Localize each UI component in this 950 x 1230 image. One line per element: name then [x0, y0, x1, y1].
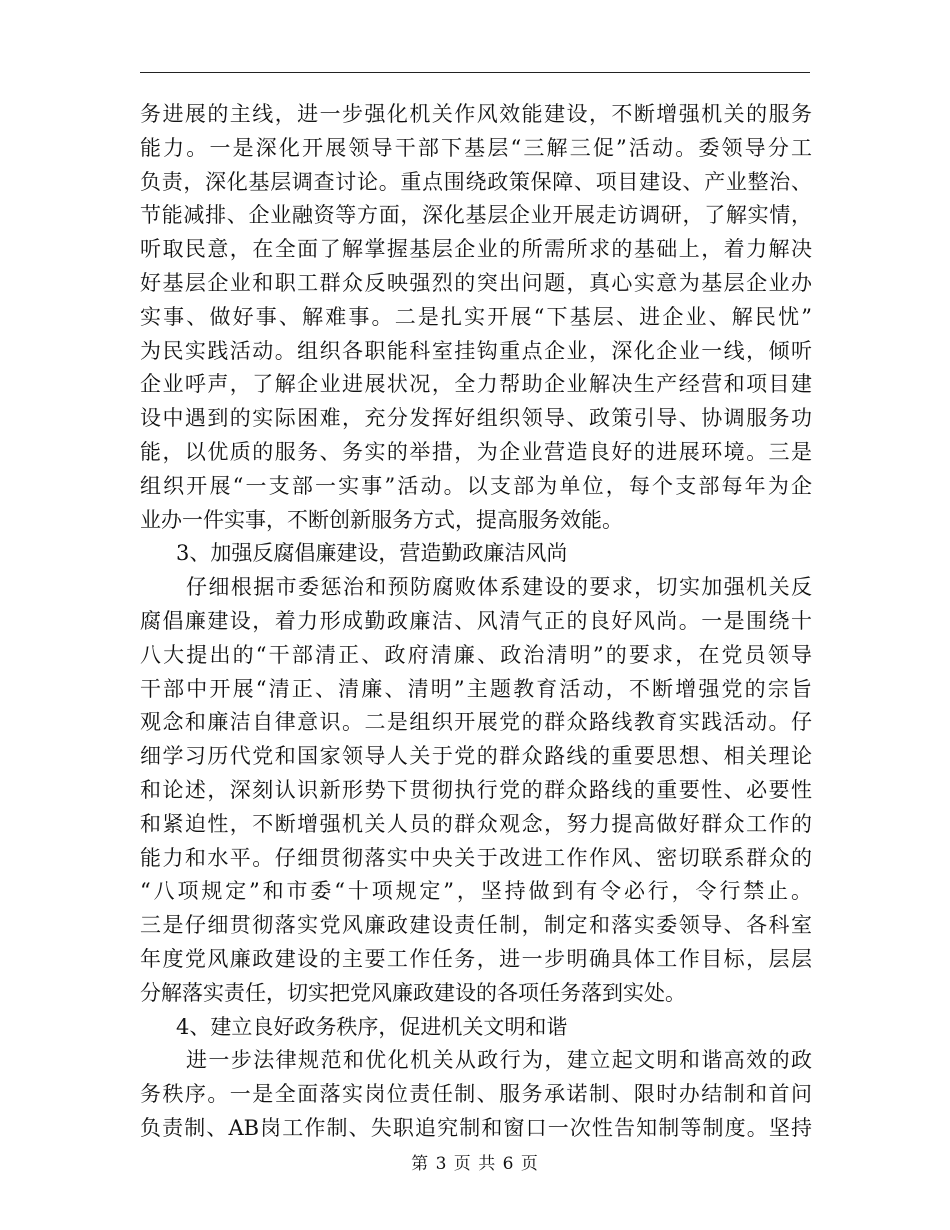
body-line: 听取民意，在全面了解掌握基层企业的所需所求的基础上，着力解决	[140, 237, 812, 262]
body-line: 三是仔细贯彻落实党风廉政建设责任制，制定和落实委领导、各科室	[140, 913, 812, 938]
body-line: 业办一件实事，不断创新服务方式，提高服务效能。	[140, 507, 623, 532]
body-line: 观念和廉洁自律意识。二是组织开展党的群众路线教育实践活动。仔	[140, 710, 812, 735]
header-rule	[140, 72, 810, 73]
body-line: 能，以优质的服务、务实的举措，为企业营造良好的进展环境。三是	[140, 439, 812, 464]
body-line: 负责制、AB岗工作制、失职追究制和窗口一次性告知制等制度。坚持	[140, 1115, 812, 1140]
body-line: 节能减排、企业融资等方面，深化基层企业开展走访调研，了解实情，	[140, 203, 812, 228]
body-line: 务进展的主线，进一步强化机关作风效能建设，不断增强机关的服务	[140, 102, 812, 126]
body-line: 进一步法律规范和优化机关从政行为，建立起文明和谐高效的政	[186, 1048, 812, 1073]
body-line: “八项规定”和市委“十项规定”，坚持做到有令必行，令行禁止。	[140, 879, 812, 904]
body-line: 年度党风廉政建设的主要工作任务，进一步明确具体工作目标，层层	[140, 946, 812, 971]
body-line: 能力。一是深化开展领导干部下基层“三解三促”活动。委领导分工	[140, 135, 812, 160]
body-line: 和论述，深刻认识新形势下贯彻执行党的群众路线的重要性、必要性	[140, 777, 812, 802]
body-line: 和紧迫性，不断增强机关人员的群众观念，努力提高做好群众工作的	[140, 811, 812, 836]
body-line: 负责，深化基层调查讨论。重点围绕政策保障、项目建设、产业整治、	[140, 169, 812, 194]
body-line: 实事、做好事、解难事。二是扎实开展“下基层、进企业、解民忧”	[140, 304, 812, 329]
body-line: 企业呼声，了解企业进展状况，全力帮助企业解决生产经营和项目建	[140, 372, 812, 397]
page-footer: 第 3 页 共 6 页	[411, 1154, 539, 1174]
body-line: 务秩序。一是全面落实岗位责任制、服务承诺制、限时办结制和首问	[140, 1082, 812, 1107]
body-line: 腐倡廉建设，着力形成勤政廉洁、风清气正的良好风尚。一是围绕十	[140, 608, 812, 633]
section-heading: 3、加强反腐倡廉建设，营造勤政廉洁风尚	[176, 541, 568, 566]
body-line: 分解落实责任，切实把党风廉政建设的各项任务落到实处。	[140, 980, 686, 1005]
body-line: 为民实践活动。组织各职能科室挂钩重点企业，深化企业一线，倾听	[140, 338, 812, 363]
body-line: 设中遇到的实际困难，充分发挥好组织领导、政策引导、协调服务功	[140, 406, 812, 431]
body-line: 组织开展“一支部一实事”活动。以支部为单位，每个支部每年为企	[140, 473, 812, 498]
body-line: 细学习历代党和国家领导人关于党的群众路线的重要思想、相关理论	[140, 744, 812, 769]
section-heading: 4、建立良好政务秩序，促进机关文明和谐	[176, 1014, 568, 1039]
document-body	[140, 98, 812, 1146]
body-line: 能力和水平。仔细贯彻落实中央关于改进工作作风、密切联系群众的	[140, 845, 812, 870]
body-line: 八大提出的“干部清正、政府清廉、政治清明”的要求，在党员领导	[140, 642, 812, 667]
body-line: 仔细根据市委惩治和预防腐败体系建设的要求，切实加强机关反	[186, 575, 812, 600]
body-line: 好基层企业和职工群众反映强烈的突出问题，真心实意为基层企业办	[140, 270, 812, 295]
body-line: 干部中开展“清正、清廉、清明”主题教育活动，不断增强党的宗旨	[140, 676, 812, 701]
